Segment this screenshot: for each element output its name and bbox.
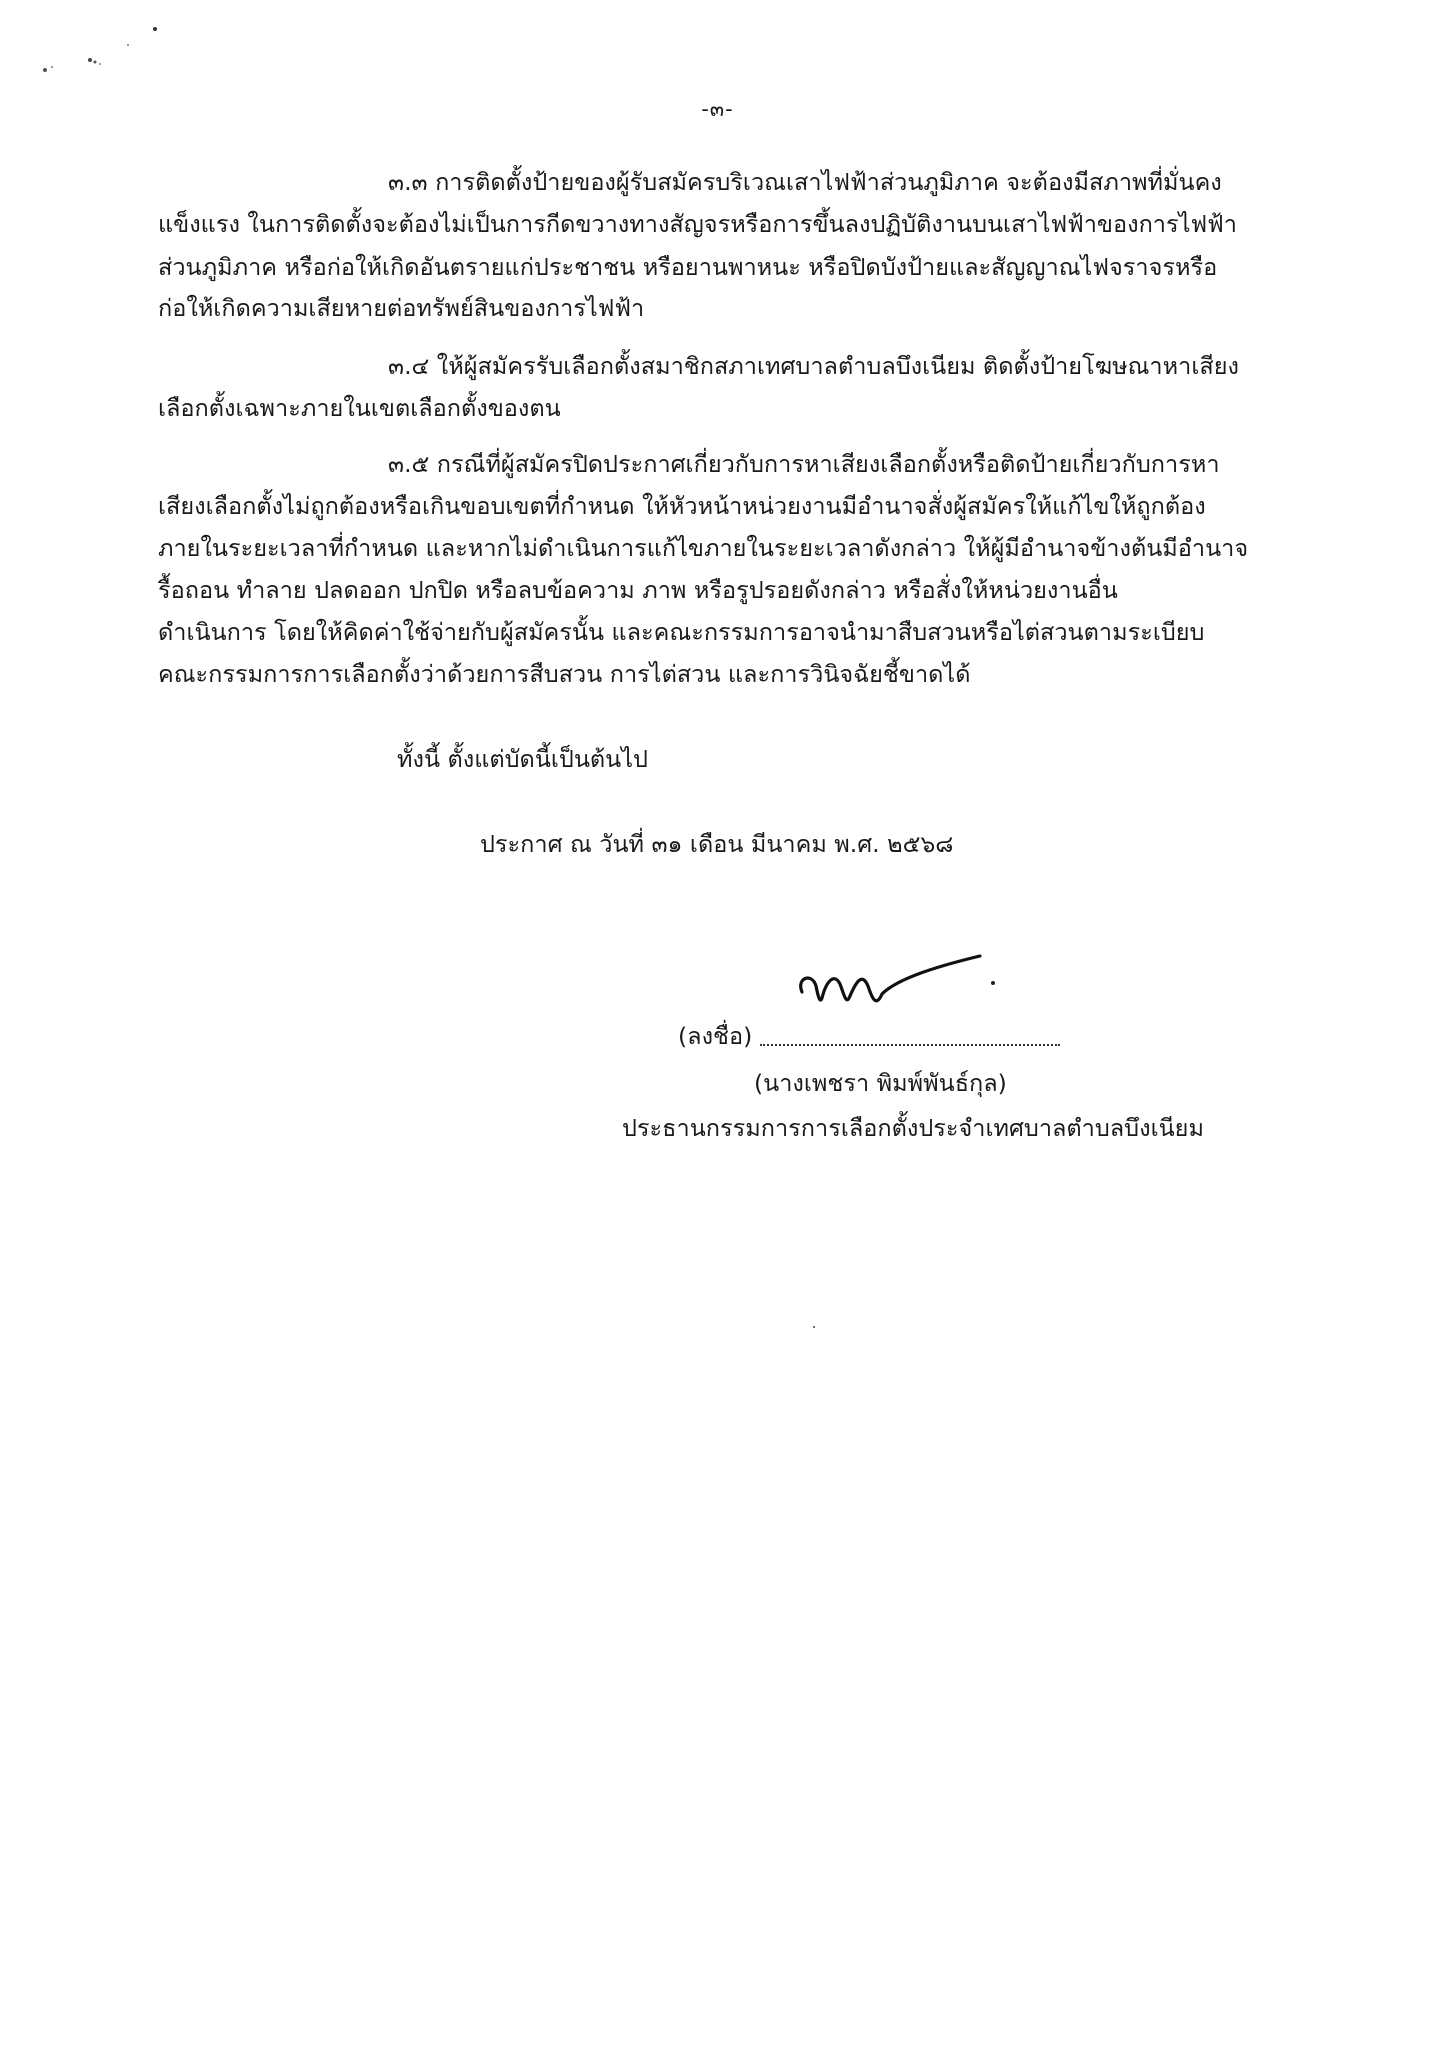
paragraph-3-5-line-4: รื้อถอน ทำลาย ปลดออก ปกปิด หรือลบข้อความ ภาพ หรือรูปรอยดังกล่าว หรือสั่งให้หน่วยงานอื่น: [158, 576, 1118, 604]
paragraph-3-5-line-2: เสียงเลือกตั้งไม่ถูกต้องหรือเกินขอบเขตที่กำหนด ให้หัวหน้าหน่วยงานมีอำนาจสั่งผู้สมัครให้แก้ไขให้ถูกต้อง: [158, 492, 1206, 520]
scan-speckles: [40, 15, 180, 85]
effective-clause: ทั้งนี้ ตั้งแต่บัดนี้เป็นต้นไป: [397, 745, 648, 773]
paragraph-3-5-line-3: ภายในระยะเวลาที่กำหนด และหากไม่ดำเนินการแก้ไขภายในระยะเวลาดังกล่าว ให้ผู้มีอำนาจข้างต้นมีอำนาจ: [158, 534, 1249, 562]
announce-date: ประกาศ ณ วันที่ ๓๑ เดือน มีนาคม พ.ศ. ๒๕๖๘: [480, 830, 954, 858]
paragraph-3-3-line-4: ก่อให้เกิดความเสียหายต่อทรัพย์สินของการไฟฟ้า: [158, 294, 645, 322]
paragraph-3-3-line-2: แข็งแรง ในการติดตั้งจะต้องไม่เป็นการกีดขวางทางสัญจรหรือการขึ้นลงปฏิบัติงานบนเสาไฟฟ้าของการไฟฟ้า: [158, 210, 1237, 238]
signature-line: [678, 1022, 1060, 1050]
sign-label: (ลงชื่อ): [678, 1022, 753, 1050]
signer-position: ประธานกรรมการการเลือกตั้งประจำเทศบาลตำบลบึงเนียม: [622, 1114, 1204, 1142]
paragraph-3-4-line-1: ๓.๔ ให้ผู้สมัครรับเลือกตั้งสมาชิกสภาเทศบาลตำบลบึงเนียม ติดตั้งป้ายโฆษณาหาเสียง: [388, 352, 1239, 380]
paragraph-3-5-line-5: ดำเนินการ โดยให้คิดค่าใช้จ่ายกับผู้สมัครนั้น และคณะกรรมการอาจนำมาสืบสวนหรือไต่สวนตามระเบียบ: [158, 618, 1205, 646]
paragraph-3-4-line-2: เลือกตั้งเฉพาะภายในเขตเลือกตั้งของตน: [158, 394, 561, 422]
scan-dot: [813, 1326, 815, 1328]
handwritten-signature: [790, 950, 1010, 1030]
paragraph-3-5-line-6: คณะกรรมการการเลือกตั้งว่าด้วยการสืบสวน การไต่สวน และการวินิจฉัยชี้ขาดได้: [158, 660, 971, 688]
paragraph-3-3-line-1: ๓.๓ การติดตั้งป้ายของผู้รับสมัครบริเวณเสาไฟฟ้าส่วนภูมิภาค จะต้องมีสภาพที่มั่นคง: [388, 168, 1222, 196]
signer-name: (นางเพชรา พิมพ์พันธ์กุล): [754, 1069, 1007, 1097]
signature-dotted-line: [760, 1044, 1060, 1046]
paragraph-3-5-line-1: ๓.๕ กรณีที่ผู้สมัครปิดประกาศเกี่ยวกับการหาเสียงเลือกตั้งหรือติดป้ายเกี่ยวกับการหา: [388, 450, 1220, 478]
page-number: -๓-: [701, 97, 734, 121]
paragraph-3-3-line-3: ส่วนภูมิภาค หรือก่อให้เกิดอันตรายแก่ประชาชน หรือยานพาหนะ หรือปิดบังป้ายและสัญญาณไฟจราจรหรือ: [158, 253, 1218, 281]
